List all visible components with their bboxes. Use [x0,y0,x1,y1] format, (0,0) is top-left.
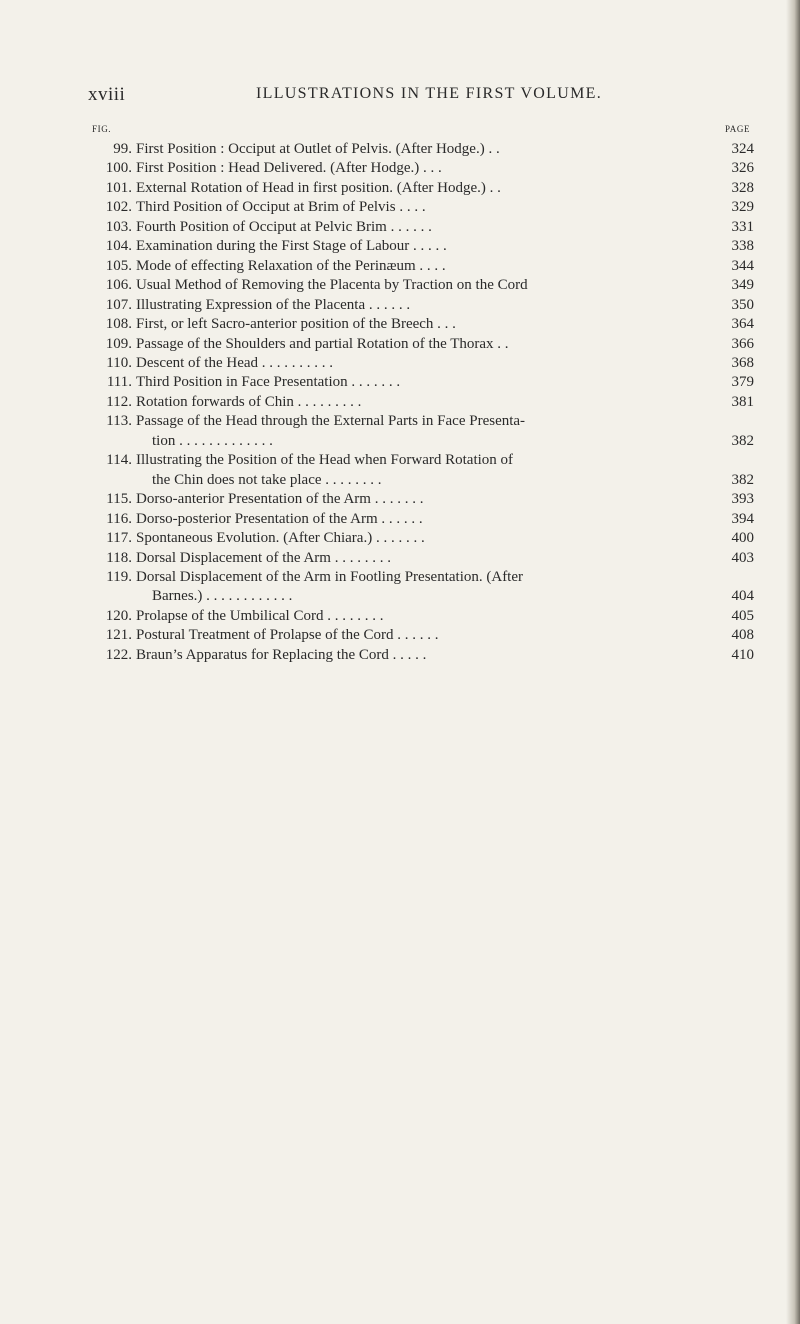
figure-number: 111. [106,374,132,391]
list-item [78,218,754,237]
page-number: 326 [731,160,754,177]
fig-column-heading: FIG. [92,124,112,134]
list-item [78,354,754,373]
list-item [78,140,754,159]
figure-caption: Usual Method of Removing the Placenta by Traction on the Cord [136,277,528,294]
figure-number: 121. [105,627,132,644]
figure-caption: Descent of the Head . . . . . . . . . . [136,354,334,371]
figure-caption: External Rotation of Head in first position. (After Hodge.) . . [136,179,501,196]
page-number: 368 [731,354,754,371]
figure-number: 106. [105,277,132,294]
figure-caption: First Position : Head Delivered. (After Hodge.) . . . [136,160,442,177]
figure-number: 120. [105,607,132,624]
figure-caption: Prolapse of the Umbilical Cord . . . . . . . . [136,607,384,624]
figure-number: 104. [105,238,132,255]
figure-caption: Passage of the Shoulders and partial Rotation of the Thorax . . [136,335,509,352]
figure-number: 113. [106,413,132,430]
figure-caption: Braun’s Apparatus for Replacing the Cord . . . . . [136,646,427,663]
page-number: 331 [731,218,754,235]
list-item [78,549,754,568]
list-item [78,296,754,315]
figure-number: 102. [105,199,132,216]
figure-caption: Fourth Position of Occiput at Pelvic Brim . . . . . . [136,218,432,235]
page-folio: xviii [88,84,126,105]
page-number: 328 [731,179,754,196]
figure-caption: Rotation forwards of Chin . . . . . . . . . [136,393,362,410]
list-item [78,315,754,334]
figure-number: 110. [106,354,132,371]
figure-caption: First Position : Occiput at Outlet of Pelvis. (After Hodge.) . . [136,141,500,157]
list-item [78,276,754,295]
list-item [78,490,754,509]
page-number: 394 [731,510,754,527]
list-item [78,412,754,451]
figure-caption: Spontaneous Evolution. (After Chiara.) . . . . . . . [136,530,425,547]
figure-caption: Examination during the First Stage of Labour . . . . . [136,238,447,255]
figure-number: 100. [105,160,132,177]
page-number: 329 [731,199,754,216]
page-number: 405 [731,607,754,624]
page-number: 400 [731,530,754,547]
figure-number: 107. [105,296,132,313]
list-item [78,529,754,548]
list-item [78,257,754,276]
running-title: ILLUSTRATIONS IN THE FIRST VOLUME. [256,85,602,102]
figure-caption-continued: tion . . . . . . . . . . . . . [152,432,273,449]
list-item [78,335,754,354]
list-item [78,198,754,217]
page-number: 381 [731,393,754,410]
list-item [78,646,754,665]
figure-number: 99. [113,141,132,157]
page-edge-shadow [786,0,800,1324]
page-number: 344 [731,257,754,274]
illustration-list [78,140,754,665]
list-item [78,451,754,490]
figure-number: 114. [106,452,132,469]
list-item [78,607,754,626]
list-item [78,626,754,645]
page-number: 382 [731,471,754,488]
figure-caption: Illustrating Expression of the Placenta . . . . . . [136,296,411,313]
page-number: 382 [731,432,754,449]
page-number: 349 [731,277,754,294]
page-number: 393 [731,491,754,508]
list-item [78,393,754,412]
figure-number: 122. [105,646,132,663]
figure-caption: Dorso-posterior Presentation of the Arm . . . . . . [136,510,423,527]
figure-caption-continued: Barnes.) . . . . . . . . . . . . [152,588,293,605]
figure-caption: Illustrating the Position of the Head when Forward Rotation of [136,452,514,469]
page-column-heading: PAGE [725,124,751,134]
figure-caption: Dorso-anterior Presentation of the Arm . . . . . . . [136,491,424,508]
figure-caption: Third Position in Face Presentation . . . . . . . [136,374,401,391]
list-item [78,373,754,392]
figure-number: 115. [106,491,132,508]
page-number: 379 [731,374,754,391]
figure-number: 117. [106,530,132,547]
figure-number: 108. [105,316,132,333]
page-number: 350 [731,296,754,313]
page-number: 410 [731,646,754,663]
figure-number: 101. [105,179,132,196]
list-item [78,179,754,198]
figure-caption: Third Position of Occiput at Brim of Pelvis . . . . [136,199,426,216]
figure-number: 112. [106,393,132,410]
figure-caption: Dorsal Displacement of the Arm . . . . . . . . [136,549,391,566]
page-number: 324 [731,141,754,157]
list-item [78,159,754,178]
figure-number: 118. [106,549,132,566]
figure-caption-continued: the Chin does not take place . . . . . . . . [152,471,382,488]
figure-caption: First, or left Sacro-anterior position of the Breech . . . [136,316,456,333]
page-number: 366 [731,335,754,352]
figure-number: 103. [105,218,132,235]
figure-caption: Mode of effecting Relaxation of the Perinæum . . . . [136,257,446,274]
figure-caption: Postural Treatment of Prolapse of the Cord . . . . . . [136,627,439,644]
figure-number: 109. [105,335,132,352]
list-item [78,510,754,529]
page-number: 408 [731,627,754,644]
list-item [78,237,754,256]
page-number: 403 [731,549,754,566]
figure-number: 116. [106,510,132,527]
page-number: 364 [731,316,754,333]
page-number: 338 [731,238,754,255]
page-number: 404 [731,588,754,605]
figure-number: 119. [106,568,132,585]
figure-caption: Dorsal Displacement of the Arm in Footling Presentation. (After [136,568,524,585]
page-header [88,84,748,108]
figure-caption: Passage of the Head through the External Parts in Face Presenta- [136,413,526,430]
figure-number: 105. [105,257,132,274]
list-item [78,568,754,607]
